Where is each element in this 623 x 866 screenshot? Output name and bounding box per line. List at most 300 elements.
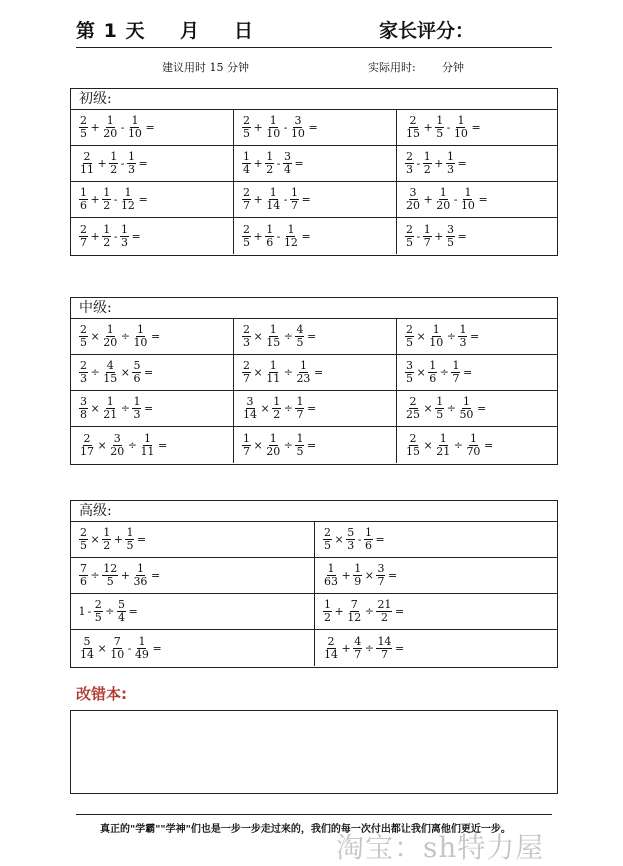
numerator: 1 <box>243 431 250 445</box>
operator: ÷ <box>120 402 130 415</box>
denominator: 63 <box>324 575 338 588</box>
denominator: 36 <box>133 575 148 588</box>
denominator: 9 <box>354 575 362 588</box>
fraction <box>108 636 126 661</box>
numerator: 1 <box>459 323 467 336</box>
operator: = <box>306 402 317 415</box>
actual-time-unit: 分钟 <box>442 61 464 74</box>
fraction <box>78 527 89 552</box>
operator: = <box>150 569 161 582</box>
numerator: 1 <box>266 150 274 163</box>
numerator: 3 <box>446 222 454 236</box>
fraction <box>322 563 340 588</box>
day-label: 日 <box>234 20 254 42</box>
problem-cell <box>234 110 397 146</box>
operator: + <box>253 157 263 170</box>
numerator: 1 <box>296 431 304 445</box>
numerator: 1 <box>106 395 114 408</box>
numerator: 2 <box>406 222 413 236</box>
operator: = <box>306 438 317 452</box>
operator: + <box>423 193 433 206</box>
operator: - <box>120 157 125 170</box>
numerator: 5 <box>133 359 141 372</box>
numerator: 1 <box>423 222 431 236</box>
operator: ÷ <box>283 402 293 415</box>
fraction <box>289 115 307 140</box>
problem-cell <box>397 146 557 182</box>
month-label: 月 <box>180 20 200 42</box>
fraction <box>264 433 282 458</box>
operator: + <box>434 157 444 170</box>
numerator: 1 <box>364 526 372 539</box>
denominator: 5 <box>406 235 413 249</box>
operator: × <box>253 330 263 343</box>
fraction <box>457 324 468 349</box>
operator: = <box>462 366 473 379</box>
denominator: 5 <box>80 336 87 349</box>
denominator: 3 <box>406 163 413 176</box>
denominator: 7 <box>296 408 304 421</box>
denominator: 6 <box>364 539 372 552</box>
numerator: 3 <box>294 114 302 127</box>
numerator: 1 <box>429 359 437 372</box>
denominator: 7 <box>354 647 362 661</box>
fraction <box>404 433 422 458</box>
operator: ÷ <box>446 330 456 343</box>
problem-cell <box>397 391 557 427</box>
operator: - <box>127 641 132 655</box>
numerator: 2 <box>243 222 250 236</box>
math-expression <box>241 224 311 249</box>
denominator: 5 <box>406 336 413 349</box>
fraction <box>241 360 252 385</box>
operator: ÷ <box>439 366 449 379</box>
denominator: 6 <box>133 372 141 385</box>
denominator: 4 <box>117 611 125 624</box>
denominator: 12 <box>120 199 135 212</box>
error-notebook-box[interactable] <box>70 710 558 794</box>
fraction <box>345 599 363 624</box>
denominator: 10 <box>453 127 468 140</box>
numerator: 1 <box>299 359 307 372</box>
numerator: 1 <box>436 395 444 408</box>
operator: + <box>90 193 100 206</box>
numerator: 3 <box>377 562 385 575</box>
operator: × <box>423 438 433 452</box>
suggested-time: 建议用时 15 分钟 <box>162 61 249 74</box>
numerator: 1 <box>324 598 331 611</box>
section-label: 中级: <box>71 298 557 319</box>
fraction <box>404 151 415 176</box>
numerator: 14 <box>377 634 392 648</box>
numerator: 1 <box>296 395 304 408</box>
fraction <box>101 187 112 212</box>
operator: + <box>253 193 263 206</box>
fraction <box>352 636 363 661</box>
math-expression <box>78 187 148 212</box>
parent-score-label: 家长评分： <box>379 20 475 42</box>
problem-cell <box>71 218 234 254</box>
fraction <box>289 187 300 212</box>
denominator: 2 <box>266 163 274 176</box>
problem-cell <box>315 630 557 666</box>
problem-cell <box>71 391 234 427</box>
fraction <box>459 187 477 212</box>
operator: = <box>152 641 162 655</box>
fraction <box>131 360 142 385</box>
operator: = <box>143 366 154 379</box>
fraction <box>101 324 119 349</box>
operator: × <box>120 366 130 379</box>
numerator: 1 <box>290 186 298 199</box>
denominator: 11 <box>266 372 281 385</box>
denominator: 14 <box>324 647 338 661</box>
fraction <box>427 324 445 349</box>
denominator: 10 <box>127 127 142 140</box>
problem-cell <box>234 319 397 355</box>
fraction <box>294 360 312 385</box>
fraction <box>78 324 89 349</box>
numerator: 1 <box>464 186 472 199</box>
denominator: 5 <box>446 235 454 249</box>
operator: = <box>128 605 138 618</box>
denominator: 5 <box>94 611 102 624</box>
numerator: 1 <box>439 431 447 445</box>
numerator: 1 <box>266 222 274 236</box>
numerator: 2 <box>243 114 250 127</box>
fraction <box>78 187 89 212</box>
denominator: 5 <box>296 444 304 458</box>
fraction <box>241 324 252 349</box>
operator: × <box>90 330 100 343</box>
numerator: 1 <box>423 150 431 163</box>
operator: ÷ <box>105 605 115 618</box>
fraction <box>264 115 282 140</box>
math-expression <box>241 433 317 458</box>
operator: = <box>138 157 148 170</box>
fraction <box>464 433 482 458</box>
fraction <box>264 224 275 249</box>
math-expression <box>404 151 467 176</box>
numerator: 2 <box>324 526 331 539</box>
math-expression <box>78 324 161 349</box>
numerator: 2 <box>406 150 413 163</box>
fraction <box>131 563 149 588</box>
operator: = <box>313 366 324 379</box>
numerator: 1 <box>131 114 139 127</box>
fraction <box>352 563 363 588</box>
denominator: 2 <box>110 163 118 176</box>
denominator: 15 <box>406 127 420 140</box>
math-expression <box>241 360 324 385</box>
numerator: 3 <box>113 431 121 445</box>
fraction <box>131 324 149 349</box>
operator: = <box>301 229 311 243</box>
fraction <box>108 151 119 176</box>
fraction <box>294 396 305 421</box>
denominator: 3 <box>127 163 135 176</box>
operator: = <box>387 569 398 582</box>
denominator: 21 <box>436 444 451 458</box>
fraction <box>78 563 89 588</box>
numerator: 2 <box>409 431 417 445</box>
denominator: 3 <box>459 336 467 349</box>
fraction <box>264 324 282 349</box>
problem-cell <box>71 182 234 218</box>
operator: - <box>446 121 451 134</box>
problem-cell <box>71 558 315 594</box>
problem-cell <box>234 146 397 182</box>
operator: = <box>394 605 405 618</box>
denominator: 7 <box>80 235 87 249</box>
denominator: 10 <box>290 127 305 140</box>
fraction <box>101 360 119 385</box>
operator: = <box>136 533 147 546</box>
numerator: 2 <box>80 526 87 539</box>
denominator: 2 <box>324 611 331 624</box>
fraction <box>363 527 374 552</box>
denominator: 20 <box>110 444 125 458</box>
fraction <box>294 433 305 458</box>
numerator: 1 <box>436 114 444 127</box>
problem-cell <box>71 630 315 666</box>
problem-grid <box>71 319 557 463</box>
math-expression <box>404 433 494 458</box>
problem-cell <box>397 218 557 254</box>
operator: = <box>306 330 317 343</box>
operator: ÷ <box>120 330 130 343</box>
fraction <box>322 636 340 661</box>
operator: - <box>120 121 125 134</box>
fraction <box>264 151 275 176</box>
math-expression <box>241 187 311 212</box>
denominator: 15 <box>406 444 420 458</box>
operator: = <box>478 193 488 206</box>
numerator: 1 <box>143 431 151 445</box>
numerator: 2 <box>80 323 87 336</box>
operator: - <box>416 229 421 243</box>
math-expression <box>78 115 155 140</box>
denominator: 10 <box>460 199 475 212</box>
fraction <box>404 187 422 212</box>
problem-grid <box>71 110 557 254</box>
numerator: 1 <box>103 186 111 199</box>
numerator: 7 <box>80 562 87 575</box>
problem-cell <box>234 218 397 254</box>
operator: - <box>416 157 421 170</box>
numerator: 2 <box>83 150 91 163</box>
fraction <box>345 527 356 552</box>
denominator: 50 <box>459 408 474 421</box>
denominator: 17 <box>80 444 94 458</box>
fraction <box>404 324 415 349</box>
denominator: 20 <box>406 199 420 212</box>
fraction <box>404 224 415 249</box>
numerator: 4 <box>354 634 362 648</box>
math-expression <box>78 636 162 661</box>
denominator: 5 <box>324 539 331 552</box>
operator: × <box>253 366 263 379</box>
operator: = <box>308 121 318 134</box>
denominator: 7 <box>243 199 250 212</box>
header-divider <box>76 47 552 48</box>
denominator: 2 <box>273 408 281 421</box>
denominator: 5 <box>243 235 250 249</box>
numerator: 3 <box>406 359 413 372</box>
denominator: 20 <box>266 444 281 458</box>
denominator: 10 <box>110 647 125 661</box>
operator: - <box>276 157 281 170</box>
fraction <box>241 187 252 212</box>
numerator: 1 <box>138 634 146 648</box>
numerator: 7 <box>350 598 358 611</box>
math-expression <box>78 396 154 421</box>
denominator: 20 <box>436 199 451 212</box>
fraction <box>101 563 119 588</box>
denominator: 2 <box>103 539 111 552</box>
fraction <box>119 187 137 212</box>
operator: ÷ <box>90 366 100 379</box>
fraction <box>241 433 252 458</box>
problem-cell <box>71 522 315 558</box>
numerator: 2 <box>80 222 87 236</box>
fraction <box>450 360 461 385</box>
numerator: 2 <box>406 323 413 336</box>
denominator: 14 <box>266 199 281 212</box>
denominator: 3 <box>120 235 128 249</box>
problem-cell <box>71 427 234 463</box>
numerator: 1 <box>432 323 440 336</box>
denominator: 23 <box>296 372 311 385</box>
operator: = <box>457 229 467 243</box>
math-expression <box>78 360 154 385</box>
numerator: 1 <box>269 359 277 372</box>
math-expression <box>241 396 317 421</box>
numerator: 1 <box>80 186 87 199</box>
operator: + <box>341 641 351 655</box>
operator: × <box>423 402 433 415</box>
fraction <box>264 187 282 212</box>
denominator: 5 <box>436 127 444 140</box>
section-label: 高级: <box>71 501 557 522</box>
operator: = <box>145 121 155 134</box>
operator: + <box>253 121 263 134</box>
fraction <box>78 396 89 421</box>
operator: ÷ <box>453 438 463 452</box>
operator: × <box>90 533 100 546</box>
operator: ÷ <box>283 366 293 379</box>
operator: × <box>90 402 100 415</box>
operator: - <box>87 605 92 618</box>
denominator: 7 <box>452 372 460 385</box>
denominator: 11 <box>80 163 94 176</box>
fraction <box>78 433 96 458</box>
denominator: 4 <box>243 163 250 176</box>
operator: - <box>453 193 458 206</box>
denominator: 5 <box>126 539 134 552</box>
operator: = <box>469 330 480 343</box>
numerator: 1 <box>269 114 277 127</box>
fraction <box>375 599 393 624</box>
numerator: 2 <box>80 114 87 127</box>
fraction <box>322 527 333 552</box>
numerator: 7 <box>113 634 121 648</box>
denominator: 5 <box>80 539 87 552</box>
denominator: 11 <box>140 444 155 458</box>
problem-cell <box>234 391 397 427</box>
math-expression <box>404 396 487 421</box>
numerator: 3 <box>246 395 254 408</box>
numerator: 1 <box>269 323 277 336</box>
problem-cell <box>71 319 234 355</box>
numerator: 3 <box>283 150 291 163</box>
denominator: 7 <box>377 575 385 588</box>
math-expression <box>241 115 318 140</box>
fraction <box>78 360 89 385</box>
fraction <box>138 433 156 458</box>
operator: × <box>97 641 107 655</box>
fraction <box>264 360 282 385</box>
numerator: 5 <box>347 526 355 539</box>
operator: = <box>476 402 487 415</box>
fraction <box>241 224 252 249</box>
math-expression <box>78 527 147 552</box>
fraction <box>271 396 282 421</box>
numerator: 1 <box>106 323 114 336</box>
fraction <box>294 324 305 349</box>
denominator: 49 <box>134 647 149 661</box>
fraction <box>322 599 333 624</box>
operator: ÷ <box>364 605 374 618</box>
denominator: 6 <box>429 372 437 385</box>
numerator: 1 <box>354 562 362 575</box>
operator: = <box>138 193 148 206</box>
denominator: 5 <box>436 408 444 421</box>
operator: × <box>253 438 263 452</box>
section-beginner <box>70 88 558 256</box>
fraction <box>241 396 259 421</box>
denominator: 10 <box>429 336 444 349</box>
problem-cell <box>315 594 557 630</box>
fraction <box>101 396 119 421</box>
operator: = <box>157 438 168 452</box>
section-label: 初级: <box>71 89 557 110</box>
fraction <box>133 636 151 661</box>
operator: × <box>416 366 426 379</box>
denominator: 2 <box>423 163 431 176</box>
numerator: 2 <box>80 359 87 372</box>
fraction <box>457 396 475 421</box>
numerator: 1 <box>136 323 144 336</box>
numerator: 1 <box>439 186 447 199</box>
operator: = <box>294 157 304 170</box>
numerator: 2 <box>94 598 102 611</box>
fraction <box>78 224 89 249</box>
denominator: 6 <box>266 235 274 249</box>
fraction <box>445 224 456 249</box>
numerator: 1 <box>287 222 295 236</box>
fraction <box>422 151 433 176</box>
denominator: 7 <box>243 372 250 385</box>
numerator: 2 <box>409 114 417 127</box>
problem-cell <box>234 355 397 391</box>
operator: ÷ <box>90 569 100 582</box>
numerator: 2 <box>83 431 91 445</box>
section-advanced <box>70 500 558 668</box>
numerator: 2 <box>243 186 250 199</box>
denominator: 5 <box>406 372 413 385</box>
watermark: 淘宝：sh特力屋 <box>336 831 545 864</box>
